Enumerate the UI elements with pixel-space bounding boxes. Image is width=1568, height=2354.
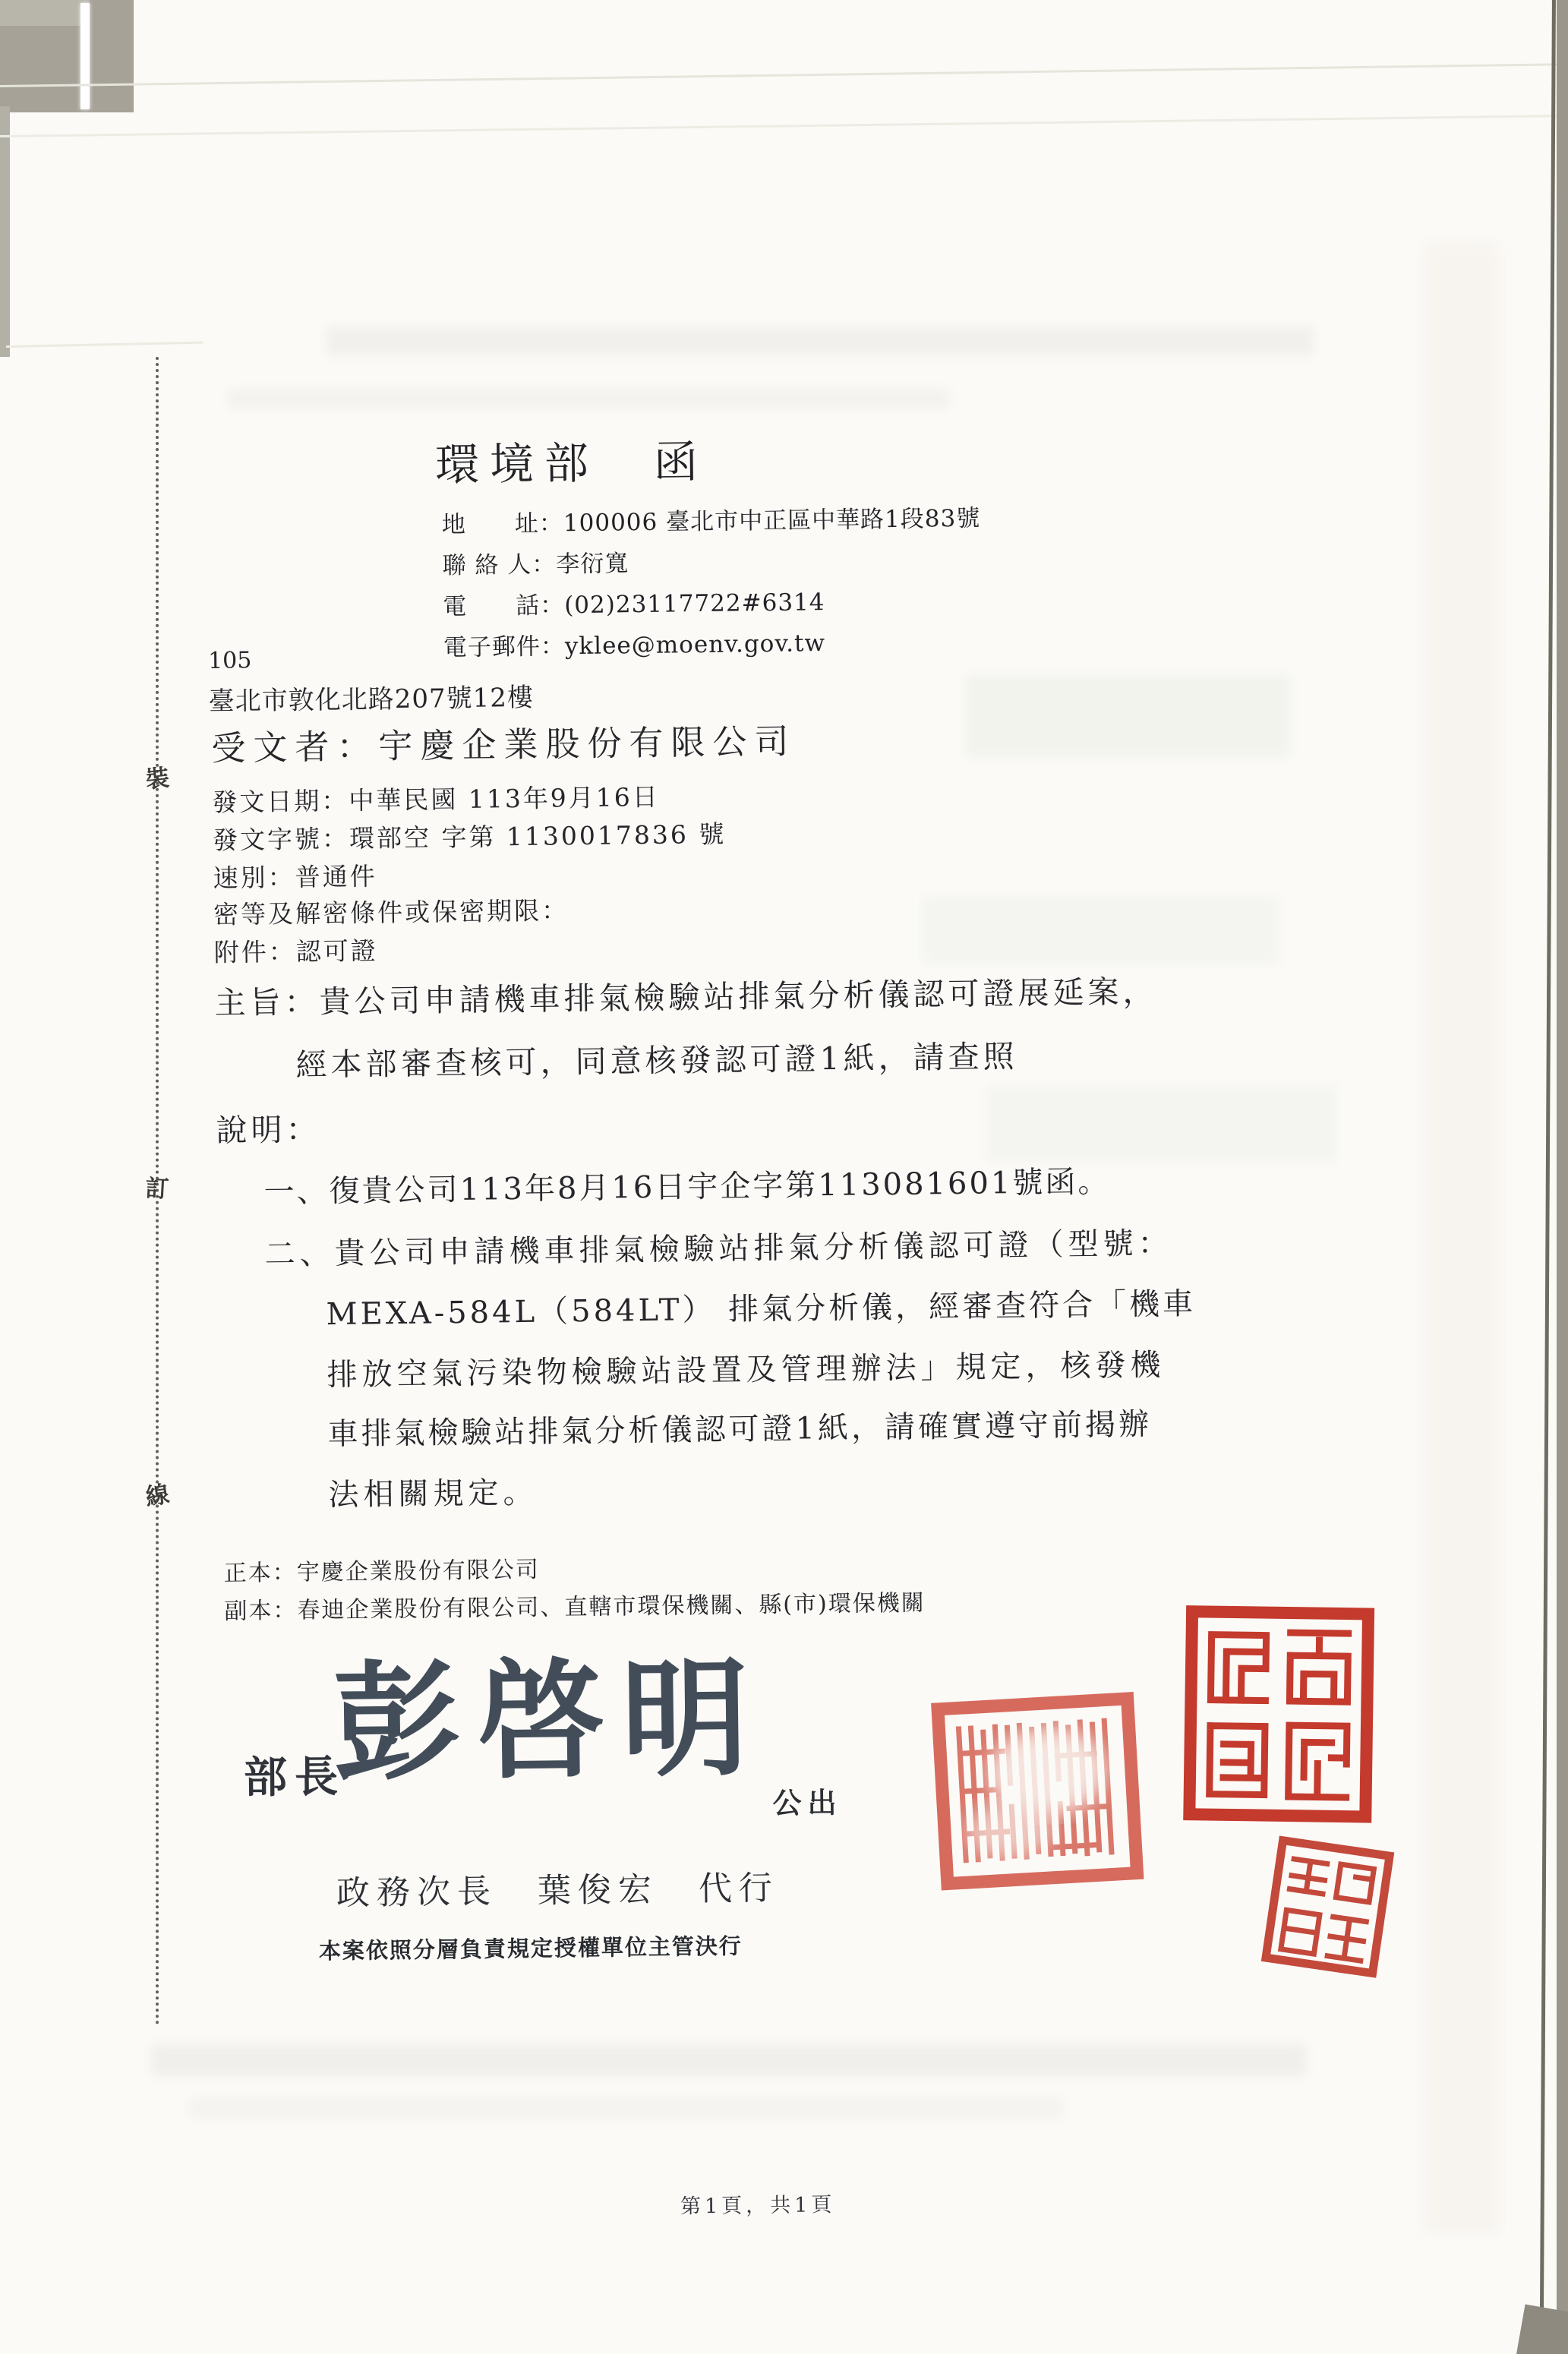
explanation-heading: 說明： — [216, 1111, 321, 1149]
company-seal-stamp — [1182, 1604, 1376, 1827]
binding-char-ding: 訂 — [144, 1175, 170, 1204]
binding-char-zhuang: 裝 — [144, 764, 171, 794]
header-field-phone: 電 話：(02)23117722#6314 — [443, 588, 825, 621]
recipient-zip: 105 — [207, 647, 252, 674]
explanation-item-2-line-2: MEXA-584L（584LT） 排氣分析儀，經審查符合「機車 — [326, 1286, 1197, 1333]
minister-title: 部長 — [243, 1750, 346, 1803]
recipient-address: 臺北市敦化北路207號12樓 — [208, 682, 535, 717]
subject-line-2: 經本部審查核可，同意核發認可證1紙，請查照 — [295, 1038, 1018, 1084]
minister-signature: 彭啓明 — [331, 1642, 767, 1799]
header-field-address: 地 址：100006 臺北市中正區中華路1段83號 — [441, 504, 981, 539]
minister-status: 公出 — [772, 1784, 843, 1821]
explanation-item-2-line-5: 法相關規定。 — [328, 1475, 538, 1513]
meta-attachment: 附件：認可證 — [213, 936, 378, 967]
explanation-item-2-line-4: 車排氣檢驗站排氣分析儀認可證1紙，請確實遵守前揭辦 — [327, 1406, 1153, 1453]
subject-line-1: 主旨：貴公司申請機車排氣檢驗站排氣分析儀認可證展延案， — [214, 973, 1158, 1021]
explanation-item-2-line-1: 二、貴公司申請機車排氣檢驗站排氣分析儀認可證（型號： — [264, 1226, 1173, 1273]
meta-doc-number: 發文字號：環部空 字第 1130017836 號 — [212, 819, 727, 855]
recipient-line: 受文者：宇慶企業股份有限公司 — [211, 721, 797, 768]
header-field-email: 電子郵件：yklee@moenv.gov.tw — [443, 630, 826, 662]
binding-char-xian: 線 — [144, 1480, 172, 1511]
explanation-item-1: 一、復貴公司113年8月16日宇企字第113081601號函。 — [263, 1164, 1111, 1210]
authorization-note: 本案依照分層負責規定授權單位主管決行 — [318, 1933, 743, 1964]
copy-original: 正本：宇慶企業股份有限公司 — [223, 1556, 540, 1587]
letter-title: 環境部 函 — [434, 435, 709, 491]
copy-cc: 副本：春迪企業股份有限公司、直轄市環保機關、縣(市)環保機關 — [224, 1589, 926, 1625]
explanation-item-2-line-3: 排放空氣污染物檢驗站設置及管理辦法」規定，核發機 — [327, 1347, 1166, 1393]
header-field-contact: 聯 絡 人：李衍寬 — [442, 550, 629, 580]
small-seal-stamp — [1258, 1834, 1396, 1983]
meta-speed-class: 速別：普通件 — [213, 861, 377, 893]
ministry-seal-stamp-faded — [929, 1690, 1145, 1895]
meta-secrecy: 密等及解密條件或保密期限： — [213, 895, 569, 929]
meta-issue-date: 發文日期：中華民國 113年9月16日 — [212, 781, 661, 817]
deputy-signing-line: 政務次長 葉俊宏 代行 — [336, 1868, 780, 1914]
page-number: 第1頁，共1頁 — [680, 2193, 836, 2219]
